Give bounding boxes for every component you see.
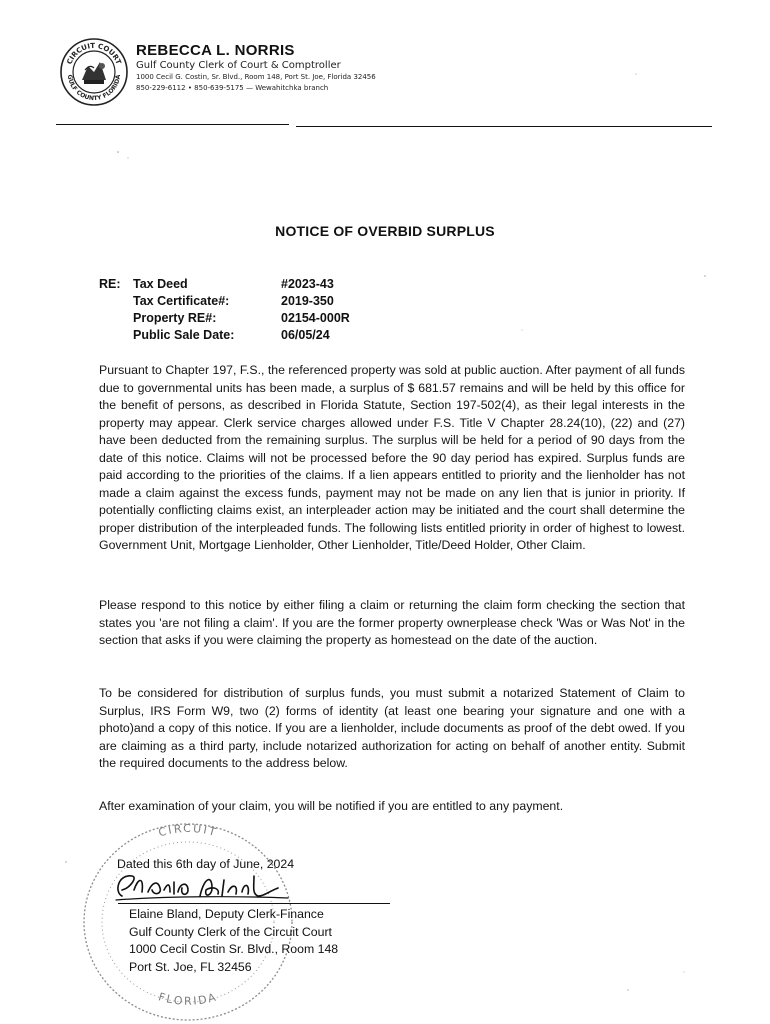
re-label: Tax Deed (133, 277, 188, 291)
re-value: 06/05/24 (281, 328, 330, 342)
clerk-name: REBECCA L. NORRIS (136, 42, 295, 59)
signer-line: 1000 Cecil Costin Sr. Blvd., Room 148 (129, 942, 339, 956)
re-prefix: RE: (99, 277, 121, 291)
signer-line: Port St. Joe, FL 32456 (129, 959, 252, 974)
re-value: 2019-350 (281, 294, 334, 308)
stamp-bottom-text: FLORIDA (156, 990, 220, 1008)
signer-line: Gulf County Clerk of the Circuit Court (129, 924, 332, 939)
notice-paragraph: Pursuant to Chapter 197, F.S., the referenced property was sold at public auction. After payment of all funds due to governmental units has been made, a surplus of $ 681.57 remains and will be held by this office for the benefit of persons, as described in Florida Statute, Section 197-502(4), as their legal interests in the property may appear. Clerk service charges allowed under F.S. Title V Chapter 28.24(10), (22) and (27) have been deducted from the remaining surplus. The surplus will be held for a period of 90 days from the date of this notice. Claims will not be processed before the 90 day period has expired. Surplus funds are paid according to the priorities of the claims. If a lien appears entitled to priority and the lienholder has not made a claim against the excess funds, payment may not be made on any lien that is junior in priority. If potentially conflicting claims exist, an interpleader action may be initiated and the court shall determine the proper distribution of the interpleaded funds. The following lists entitled priority in order of highest to lowest. Government Unit, Mortgage Lienholder, Other Lienholder, Title/Deed Holder, Other Claim. (99, 363, 685, 552)
notice-paragraph: To be considered for distribution of surplus funds, you must submit a notarized Statement of Claim to Surplus, IRS Form W9, two (2) forms of identity (at least one bearing your signature and one with a photo)and a copy of this notice. If you are a lienholder, include documents as proof of the debt owed. If you are claiming as a third party, include notarized authorization for acting on behalf of another entity. Submit the required documents to the address below. (99, 686, 685, 770)
seal-bottom-text: GULF COUNTY FLORIDA (65, 74, 123, 103)
seal-top-text: CIRCUIT COURT (65, 41, 123, 66)
signer-line: Elaine Bland, Deputy Clerk-Finance (129, 907, 324, 921)
re-label: Public Sale Date: (133, 328, 235, 342)
re-label: Property RE#: (133, 311, 217, 325)
notice-paragraph: After examination of your claim, you will be notified if you are entitled to any payment. (99, 799, 564, 813)
clerk-title: Gulf County Clerk of Court & Comptroller (136, 60, 341, 71)
dated-line: Dated this 6th day of June, 2024 (117, 857, 295, 871)
notice-paragraph: Please respond to this notice by either filing a claim or returning the claim form checking the section that states you 'are not filing a claim'. If you are the former property ownerplease check 'Was or Was Not' in the section that asks if you were claiming the property as homestead on the date of the auction. (99, 598, 685, 647)
re-value: 02154-000R (281, 311, 350, 325)
clerk-phones: 850-229-6112 • 850-639-5175 — Wewahitchka branch (136, 84, 329, 92)
re-label: Tax Certificate#: (133, 294, 230, 308)
clerk-address: 1000 Cecil G. Costin, Sr. Blvd., Room 148, Port St. Joe, Florida 32456 (136, 73, 376, 81)
stamp-top-text: CIRCUIT (157, 822, 220, 840)
notice-heading: NOTICE OF OVERBID SURPLUS (275, 223, 495, 239)
re-value: #2023-43 (281, 277, 334, 291)
